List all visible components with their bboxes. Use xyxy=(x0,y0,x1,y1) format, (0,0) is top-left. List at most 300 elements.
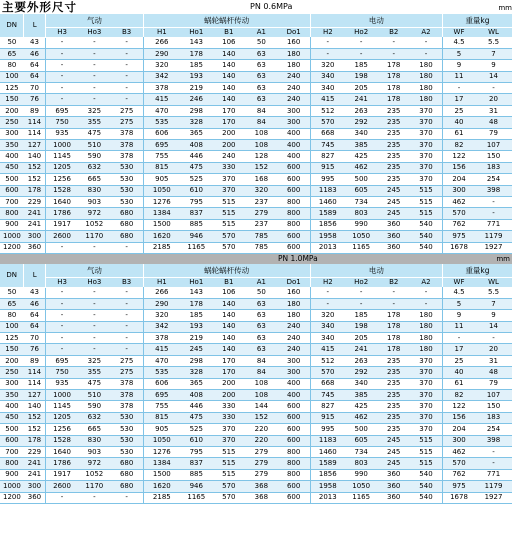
table-cell: 140 xyxy=(213,333,246,344)
table-cell: 830 xyxy=(78,435,111,446)
subheader-b2: B2 xyxy=(377,28,410,38)
table-cell: 140 xyxy=(213,310,246,321)
table-cell: 450 xyxy=(0,162,24,173)
table-cell: 355 xyxy=(78,367,111,378)
table-cell: 515 xyxy=(213,208,246,219)
table-cell: 279 xyxy=(245,208,278,219)
table-cell: 2600 xyxy=(46,231,79,242)
table-cell: 1170 xyxy=(78,231,111,242)
table-cell: 360 xyxy=(24,242,46,253)
table-cell: - xyxy=(46,298,79,309)
table-cell: 360 xyxy=(377,492,410,503)
table-cell: 462 xyxy=(443,196,476,207)
table-cell: 100 xyxy=(0,321,24,332)
table-cell: 82 xyxy=(443,390,476,401)
table-cell: 990 xyxy=(345,469,378,480)
table-cell: 972 xyxy=(78,458,111,469)
table-cell: 144 xyxy=(245,401,278,412)
table-cell: 400 xyxy=(0,151,24,162)
table-cell: 125 xyxy=(0,83,24,94)
header-dn: DN xyxy=(0,14,24,37)
table-cell: 152 xyxy=(245,162,278,173)
table-cell: 1179 xyxy=(475,481,512,492)
table-cell: 143 xyxy=(180,287,213,298)
table-cell: 1276 xyxy=(143,446,180,457)
table-cell: 800 xyxy=(278,446,311,457)
table-cell: 600 xyxy=(278,174,311,185)
table-cell: 106 xyxy=(213,287,246,298)
table-cell: - xyxy=(310,37,345,48)
table-cell: 235 xyxy=(377,105,410,116)
table-cell: 360 xyxy=(377,469,410,480)
table-cell: 632 xyxy=(78,162,111,173)
table-cell: 803 xyxy=(345,458,378,469)
table-cell: 198 xyxy=(345,321,378,332)
table-cell: 837 xyxy=(180,208,213,219)
table-cell: 275 xyxy=(111,355,144,366)
table-cell: 935 xyxy=(46,378,79,389)
table-cell: 365 xyxy=(180,378,213,389)
table-cell: 1200 xyxy=(0,242,24,253)
table-cell: 570 xyxy=(213,242,246,253)
subheader-do1: Do1 xyxy=(278,28,311,38)
table-cell: 600 xyxy=(278,481,311,492)
table-cell: 415 xyxy=(310,344,345,355)
table-cell: 540 xyxy=(410,492,443,503)
table-cell: 1678 xyxy=(443,242,476,253)
table-cell: 300 xyxy=(0,128,24,139)
table-cell: 300 xyxy=(278,355,311,366)
table-cell: 178 xyxy=(377,71,410,82)
table-cell: 408 xyxy=(180,390,213,401)
table-cell: - xyxy=(78,333,111,344)
table-cell: 470 xyxy=(143,105,180,116)
table-cell: 170 xyxy=(213,105,246,116)
header-weight: 重量kg xyxy=(443,264,512,278)
table-row xyxy=(0,469,512,480)
table-cell: - xyxy=(46,492,79,503)
table-cell: 360 xyxy=(377,481,410,492)
subheader-wf: WF xyxy=(443,278,476,288)
table-row xyxy=(0,48,512,59)
table-header-row xyxy=(0,14,512,28)
table-cell: 665 xyxy=(78,174,111,185)
table-row xyxy=(0,37,512,48)
table-cell: 1640 xyxy=(46,446,79,457)
table-cell: 695 xyxy=(46,355,79,366)
table-cell: 300 xyxy=(278,105,311,116)
table-cell: 279 xyxy=(245,458,278,469)
table-cell: 762 xyxy=(443,469,476,480)
table-cell: 378 xyxy=(143,83,180,94)
table-cell: - xyxy=(345,48,378,59)
table-cell: 1620 xyxy=(143,481,180,492)
table-row xyxy=(0,333,512,344)
table-subheader-row xyxy=(0,278,512,288)
table-row xyxy=(0,378,512,389)
table-cell: 450 xyxy=(0,412,24,423)
table-cell: 734 xyxy=(345,196,378,207)
table-cell: 1276 xyxy=(143,196,180,207)
table-cell: 530 xyxy=(111,196,144,207)
table-row xyxy=(0,355,512,366)
table-cell: 535 xyxy=(143,117,180,128)
table-cell: 108 xyxy=(245,128,278,139)
table-cell: 235 xyxy=(377,355,410,366)
table-cell: 204 xyxy=(443,424,476,435)
table-cell: 400 xyxy=(278,151,311,162)
table-cell: 80 xyxy=(0,60,24,71)
table-cell: - xyxy=(46,344,79,355)
table-cell: 235 xyxy=(377,151,410,162)
table-cell: 300 xyxy=(443,185,476,196)
table-cell: 63 xyxy=(245,94,278,105)
table-cell: 915 xyxy=(310,412,345,423)
table-cell: 266 xyxy=(143,287,180,298)
table-cell: 975 xyxy=(443,231,476,242)
table-cell: 245 xyxy=(180,344,213,355)
table-cell: - xyxy=(345,298,378,309)
table-cell: 64 xyxy=(24,310,46,321)
table-cell: 300 xyxy=(0,378,24,389)
table-cell: 755 xyxy=(143,401,180,412)
table-cell: 415 xyxy=(143,94,180,105)
table-cell: 500 xyxy=(345,174,378,185)
table-row xyxy=(0,242,512,253)
table-cell: 152 xyxy=(24,412,46,423)
table-cell: 320 xyxy=(310,310,345,321)
table-cell: - xyxy=(78,344,111,355)
table-cell: 152 xyxy=(24,174,46,185)
table-cell: 237 xyxy=(245,219,278,230)
table-cell: 219 xyxy=(180,83,213,94)
table-cell: 1000 xyxy=(46,390,79,401)
table-cell: 46 xyxy=(24,298,46,309)
table-cell: 168 xyxy=(245,174,278,185)
table-cell: 680 xyxy=(111,208,144,219)
table-cell: 535 xyxy=(143,367,180,378)
table-cell: 275 xyxy=(111,367,144,378)
table-cell: 600 xyxy=(278,242,311,253)
table-cell: 342 xyxy=(143,71,180,82)
table-cell: 590 xyxy=(78,401,111,412)
table-cell: 340 xyxy=(345,378,378,389)
table-row xyxy=(0,60,512,71)
pressure-band-pn10 xyxy=(0,254,512,264)
table-cell: 5 xyxy=(443,298,476,309)
table-cell: - xyxy=(78,310,111,321)
table-cell: - xyxy=(410,48,443,59)
table-cell: 370 xyxy=(213,174,246,185)
unit-label-2: mm xyxy=(496,255,510,263)
table-cell: 827 xyxy=(310,151,345,162)
table-cell: 946 xyxy=(180,231,213,242)
table-cell: 198 xyxy=(345,71,378,82)
table-cell: 632 xyxy=(78,412,111,423)
table-cell: 50 xyxy=(0,37,24,48)
table-cell: 470 xyxy=(143,355,180,366)
table-cell: 515 xyxy=(410,208,443,219)
table-cell: 1460 xyxy=(310,446,345,457)
table-cell: 9 xyxy=(443,60,476,71)
table-cell: 370 xyxy=(410,390,443,401)
table-cell: 7 xyxy=(475,298,512,309)
table-cell: 946 xyxy=(180,481,213,492)
table-cell: 235 xyxy=(377,140,410,151)
table-cell: 200 xyxy=(213,390,246,401)
table-cell: 152 xyxy=(24,162,46,173)
table-cell: 17 xyxy=(443,344,476,355)
table-cell: 1165 xyxy=(345,492,378,503)
table-cell: 79 xyxy=(475,128,512,139)
table-cell: 200 xyxy=(0,105,24,116)
table-cell: 330 xyxy=(213,162,246,173)
table-cell: 378 xyxy=(111,128,144,139)
subheader-h2: H2 xyxy=(310,278,345,288)
table-cell: 152 xyxy=(24,424,46,435)
table-cell: 11 xyxy=(443,321,476,332)
table-cell: 378 xyxy=(111,140,144,151)
table-cell: 279 xyxy=(245,469,278,480)
table-cell: 365 xyxy=(180,128,213,139)
table-cell: 180 xyxy=(278,60,311,71)
table-cell: - xyxy=(111,48,144,59)
table-cell: 370 xyxy=(213,185,246,196)
table-cell: 600 xyxy=(0,435,24,446)
table-cell: 170 xyxy=(213,367,246,378)
table-cell: - xyxy=(78,94,111,105)
table-cell: 40 xyxy=(443,367,476,378)
table-cell: 220 xyxy=(245,424,278,435)
subheader-b2: B2 xyxy=(377,278,410,288)
table-cell: 180 xyxy=(410,310,443,321)
subheader-b1: B1 xyxy=(213,28,246,38)
table-cell: - xyxy=(78,492,111,503)
table-cell: - xyxy=(111,71,144,82)
table-cell: 1165 xyxy=(180,242,213,253)
table-cell: 108 xyxy=(245,390,278,401)
table-cell: 300 xyxy=(443,435,476,446)
header-pneumatic: 气动 xyxy=(46,14,144,28)
table-cell: - xyxy=(345,37,378,48)
table-cell: 178 xyxy=(180,48,213,59)
table-cell: 204 xyxy=(443,174,476,185)
table-cell: 1856 xyxy=(310,469,345,480)
table-row xyxy=(0,435,512,446)
table-cell: 2185 xyxy=(143,242,180,253)
table-cell: 1052 xyxy=(78,219,111,230)
table-cell: 180 xyxy=(278,48,311,59)
table-cell: 180 xyxy=(410,71,443,82)
table-cell: 515 xyxy=(410,185,443,196)
table-cell: 340 xyxy=(310,321,345,332)
table-cell: 600 xyxy=(278,185,311,196)
table-cell: 830 xyxy=(78,185,111,196)
table-cell: 525 xyxy=(180,424,213,435)
table-cell: 360 xyxy=(377,219,410,230)
table-cell: 330 xyxy=(213,412,246,423)
table-cell: 183 xyxy=(475,412,512,423)
table-cell: 680 xyxy=(111,458,144,469)
table-cell: 235 xyxy=(377,412,410,423)
table-cell: 241 xyxy=(24,458,46,469)
table-cell: 570 xyxy=(310,367,345,378)
table-cell: 785 xyxy=(245,231,278,242)
table-cell: 368 xyxy=(245,481,278,492)
table-cell: 178 xyxy=(377,310,410,321)
table-cell: 178 xyxy=(377,333,410,344)
table-cell: - xyxy=(111,287,144,298)
table-cell: 771 xyxy=(475,219,512,230)
table-cell: 108 xyxy=(245,140,278,151)
table-row xyxy=(0,401,512,412)
table-cell: 156 xyxy=(443,162,476,173)
table-cell: 665 xyxy=(78,424,111,435)
table-cell: 106 xyxy=(213,37,246,48)
table-cell: 235 xyxy=(377,401,410,412)
table-cell: 266 xyxy=(143,37,180,48)
table-cell: 350 xyxy=(0,390,24,401)
table-cell: 46 xyxy=(24,48,46,59)
table-cell: 610 xyxy=(180,185,213,196)
table-cell: 755 xyxy=(143,151,180,162)
table-cell: 150 xyxy=(0,344,24,355)
table-cell: 245 xyxy=(377,208,410,219)
table-cell: 475 xyxy=(180,412,213,423)
table-cell: - xyxy=(46,71,79,82)
table-cell: 107 xyxy=(475,390,512,401)
table-cell: 995 xyxy=(310,174,345,185)
table-cell: - xyxy=(475,196,512,207)
header-electric: 电动 xyxy=(310,14,442,28)
table-cell: - xyxy=(475,458,512,469)
table-cell: 370 xyxy=(410,401,443,412)
table-cell: 500 xyxy=(0,174,24,185)
table-cell: 128 xyxy=(245,151,278,162)
table-cell: 590 xyxy=(78,151,111,162)
table-cell: 7 xyxy=(475,48,512,59)
table-cell: 515 xyxy=(410,458,443,469)
table-cell: 275 xyxy=(111,105,144,116)
table-cell: 82 xyxy=(443,140,476,151)
table-cell: 65 xyxy=(0,298,24,309)
table-cell: 900 xyxy=(0,219,24,230)
table-cell: 995 xyxy=(310,424,345,435)
table-cell: 193 xyxy=(180,321,213,332)
table-cell: 500 xyxy=(0,424,24,435)
table-cell: 178 xyxy=(377,83,410,94)
table-cell: 63 xyxy=(245,83,278,94)
table-cell: 107 xyxy=(475,140,512,151)
table-cell: - xyxy=(111,298,144,309)
table-cell: 100 xyxy=(0,71,24,82)
table-cell: 140 xyxy=(213,298,246,309)
subheader-h1: H1 xyxy=(143,278,180,288)
table-cell: 125 xyxy=(0,333,24,344)
table-cell: 515 xyxy=(410,435,443,446)
table-cell: 360 xyxy=(24,492,46,503)
table-cell: - xyxy=(46,37,79,48)
table-row xyxy=(0,71,512,82)
table-cell: 328 xyxy=(180,367,213,378)
table-cell: 240 xyxy=(278,321,311,332)
table-cell: 180 xyxy=(410,344,443,355)
table-cell: 178 xyxy=(377,60,410,71)
table-cell: - xyxy=(111,310,144,321)
table-cell: 408 xyxy=(180,140,213,151)
table-cell: 415 xyxy=(310,94,345,105)
table-cell: 241 xyxy=(24,219,46,230)
table-cell: - xyxy=(310,287,345,298)
table-cell: 298 xyxy=(180,105,213,116)
table-cell: 43 xyxy=(24,287,46,298)
table-cell: - xyxy=(111,321,144,332)
table-cell: 140 xyxy=(213,71,246,82)
table-cell: 903 xyxy=(78,196,111,207)
table-cell: 600 xyxy=(278,412,311,423)
table-cell: 160 xyxy=(278,287,311,298)
subheader-b1: B1 xyxy=(213,278,246,288)
table-cell: 245 xyxy=(377,185,410,196)
table-cell: 1589 xyxy=(310,208,345,219)
table-cell: 240 xyxy=(278,83,311,94)
table-cell: - xyxy=(46,333,79,344)
table-cell: 815 xyxy=(143,412,180,423)
table-cell: 263 xyxy=(345,355,378,366)
table-cell: 14 xyxy=(475,71,512,82)
pressure-label-pn10: PN 1.0MPa xyxy=(278,254,318,263)
table-cell: - xyxy=(111,344,144,355)
table-cell: 200 xyxy=(213,140,246,151)
table-cell: 241 xyxy=(24,469,46,480)
table-cell: - xyxy=(111,60,144,71)
table-cell: 140 xyxy=(213,94,246,105)
table-cell: 140 xyxy=(213,321,246,332)
table-cell: 600 xyxy=(278,162,311,173)
table-cell: 245 xyxy=(377,458,410,469)
table-cell: 400 xyxy=(278,128,311,139)
table-cell: - xyxy=(111,37,144,48)
table-cell: 370 xyxy=(410,378,443,389)
table-cell: 1917 xyxy=(46,219,79,230)
table-cell: 178 xyxy=(24,435,46,446)
table-cell: 500 xyxy=(345,424,378,435)
table-cell: 745 xyxy=(310,140,345,151)
table-cell: 415 xyxy=(143,344,180,355)
subheader-wf: WF xyxy=(443,28,476,38)
table-cell: 1256 xyxy=(46,424,79,435)
table-cell: 76 xyxy=(24,344,46,355)
table-cell: 370 xyxy=(410,162,443,173)
table-cell: - xyxy=(78,48,111,59)
table-cell: 292 xyxy=(345,117,378,128)
table-cell: - xyxy=(410,37,443,48)
table-cell: - xyxy=(78,83,111,94)
table-cell: 400 xyxy=(278,140,311,151)
table-cell: 885 xyxy=(180,469,213,480)
table-cell: 515 xyxy=(213,458,246,469)
table-cell: 370 xyxy=(213,424,246,435)
table-cell: - xyxy=(78,321,111,332)
table-cell: 235 xyxy=(377,162,410,173)
table-cell: 905 xyxy=(143,424,180,435)
table-cell: 240 xyxy=(278,344,311,355)
table-cell: 475 xyxy=(78,378,111,389)
table-cell: 370 xyxy=(410,424,443,435)
table-row xyxy=(0,412,512,423)
table-cell: 515 xyxy=(410,446,443,457)
table-cell: 935 xyxy=(46,128,79,139)
